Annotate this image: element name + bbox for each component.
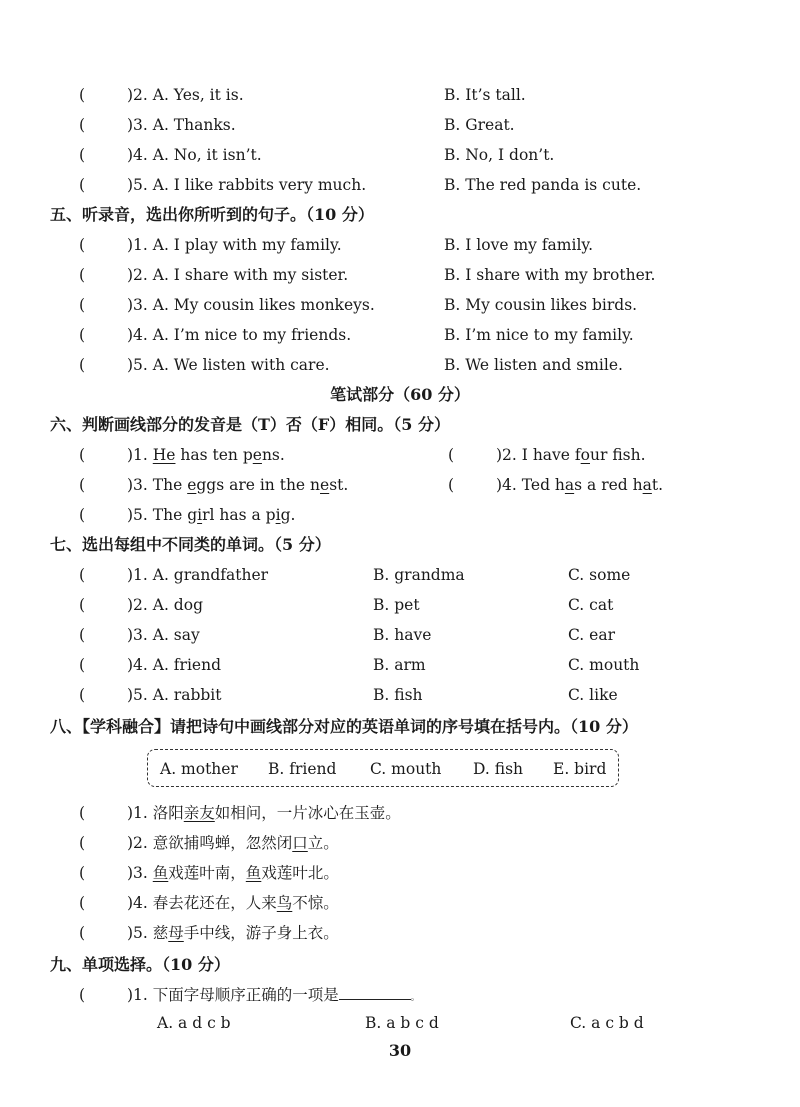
option-a: )1. A. I play with my family.: [127, 236, 342, 254]
answer-bracket[interactable]: (: [79, 86, 86, 104]
option-a: )2. A. dog: [127, 596, 203, 614]
option-b: B. grandma: [373, 566, 465, 584]
word-bank-item: B. friend: [268, 760, 337, 778]
answer-bracket[interactable]: (: [79, 804, 86, 822]
answer-bracket[interactable]: (: [79, 356, 86, 374]
answer-bracket[interactable]: (: [79, 656, 86, 674]
answer-bracket[interactable]: (: [79, 986, 86, 1004]
option-c: C. mouth: [568, 656, 640, 674]
poem-line: )3. 鱼戏莲叶南，鱼戏莲叶北。: [127, 864, 339, 882]
word-bank-item: E. bird: [553, 760, 607, 778]
answer-bracket[interactable]: (: [79, 686, 86, 704]
page-number: 30: [388, 1041, 412, 1060]
mc-question: )1. 下面字母顺序正确的一项是 。: [127, 986, 420, 1004]
word-bank-box: [147, 749, 619, 787]
option-b: B. The red panda is cute.: [444, 176, 642, 194]
option-b: B. arm: [373, 656, 426, 674]
option-b: B. We listen and smile.: [444, 356, 623, 374]
option-a: )5. A. rabbit: [127, 686, 222, 704]
pronunciation-item: )1. He has ten pens.: [127, 446, 285, 464]
answer-bracket[interactable]: (: [79, 116, 86, 134]
option-c: C. some: [568, 566, 631, 584]
section-9-title: 九、单项选择。（10 分）: [50, 955, 230, 974]
word-bank-item: C. mouth: [370, 760, 442, 778]
section-7-title: 七、选出每组中不同类的单词。（5 分）: [50, 535, 331, 554]
answer-bracket[interactable]: (: [79, 506, 86, 524]
poem-line: )4. 春去花还在，人来鸟不惊。: [127, 894, 339, 912]
option-c: C. like: [568, 686, 618, 704]
answer-bracket[interactable]: (: [79, 626, 86, 644]
answer-bracket[interactable]: (: [448, 476, 455, 494]
section-8-title: 八、【学科融合】请把诗句中画线部分对应的英语单词的序号填在括号内。（10 分）: [50, 717, 638, 736]
section-5-title: 五、听录音，选出你所听到的句子。（10 分）: [50, 205, 374, 224]
option-a: )4. A. I’m nice to my friends.: [127, 326, 352, 344]
option-a: )5. A. I like rabbits very much.: [127, 176, 367, 194]
option-a: )2. A. Yes, it is.: [127, 86, 244, 104]
option-b: B. It’s tall.: [444, 86, 526, 104]
answer-bracket[interactable]: (: [79, 296, 86, 314]
option-a: )2. A. I share with my sister.: [127, 266, 349, 284]
answer-bracket[interactable]: (: [79, 924, 86, 942]
pronunciation-item: )4. Ted has a red hat.: [496, 476, 664, 494]
pronunciation-item: )3. The eggs are in the nest.: [127, 476, 349, 494]
option-b: B. No, I don’t.: [444, 146, 555, 164]
option-a: )3. A. Thanks.: [127, 116, 236, 134]
answer-bracket[interactable]: (: [79, 566, 86, 584]
option-a: )5. A. We listen with care.: [127, 356, 330, 374]
option-a: )3. A. say: [127, 626, 200, 644]
poem-line: )2. 意欲捕鸣蝉，忽然闭口立。: [127, 834, 339, 852]
option-c: C. a c b d: [570, 1014, 644, 1032]
answer-bracket[interactable]: (: [448, 446, 455, 464]
option-a: )1. A. grandfather: [127, 566, 269, 584]
word-bank-item: A. mother: [160, 760, 238, 778]
answer-bracket[interactable]: (: [79, 476, 86, 494]
option-b: B. a b c d: [365, 1014, 439, 1032]
poem-line: )1. 洛阳亲友如相问，一片冰心在玉壶。: [127, 804, 401, 822]
poem-line: )5. 慈母手中线，游子身上衣。: [127, 924, 339, 942]
option-b: B. fish: [373, 686, 423, 704]
pronunciation-item: )5. The girl has a pig.: [127, 506, 296, 524]
option-c: C. ear: [568, 626, 615, 644]
option-b: B. My cousin likes birds.: [444, 296, 638, 314]
option-a: )4. A. No, it isn’t.: [127, 146, 262, 164]
option-a: A. a d c b: [157, 1014, 231, 1032]
written-part-heading: 笔试部分（60 分）: [330, 385, 470, 404]
answer-bracket[interactable]: (: [79, 236, 86, 254]
answer-bracket[interactable]: (: [79, 176, 86, 194]
answer-bracket[interactable]: (: [79, 266, 86, 284]
answer-bracket[interactable]: (: [79, 834, 86, 852]
option-b: B. have: [373, 626, 432, 644]
section-6-title: 六、判断画线部分的发音是（T）否（F）相同。（5 分）: [50, 415, 450, 434]
word-bank-item: D. fish: [473, 760, 524, 778]
option-b: B. I share with my brother.: [444, 266, 656, 284]
answer-bracket[interactable]: (: [79, 894, 86, 912]
option-c: C. cat: [568, 596, 614, 614]
option-b: B. I love my family.: [444, 236, 594, 254]
option-a: )4. A. friend: [127, 656, 221, 674]
answer-bracket[interactable]: (: [79, 146, 86, 164]
answer-bracket[interactable]: (: [79, 864, 86, 882]
pronunciation-item: )2. I have four fsh.: [496, 446, 646, 464]
option-b: B. pet: [373, 596, 420, 614]
answer-bracket[interactable]: (: [79, 446, 86, 464]
option-b: B. Great.: [444, 116, 515, 134]
answer-bracket[interactable]: (: [79, 596, 86, 614]
answer-bracket[interactable]: (: [79, 326, 86, 344]
option-b: B. I’m nice to my family.: [444, 326, 634, 344]
answer-blank[interactable]: [339, 985, 411, 1000]
option-a: )3. A. My cousin likes monkeys.: [127, 296, 375, 314]
